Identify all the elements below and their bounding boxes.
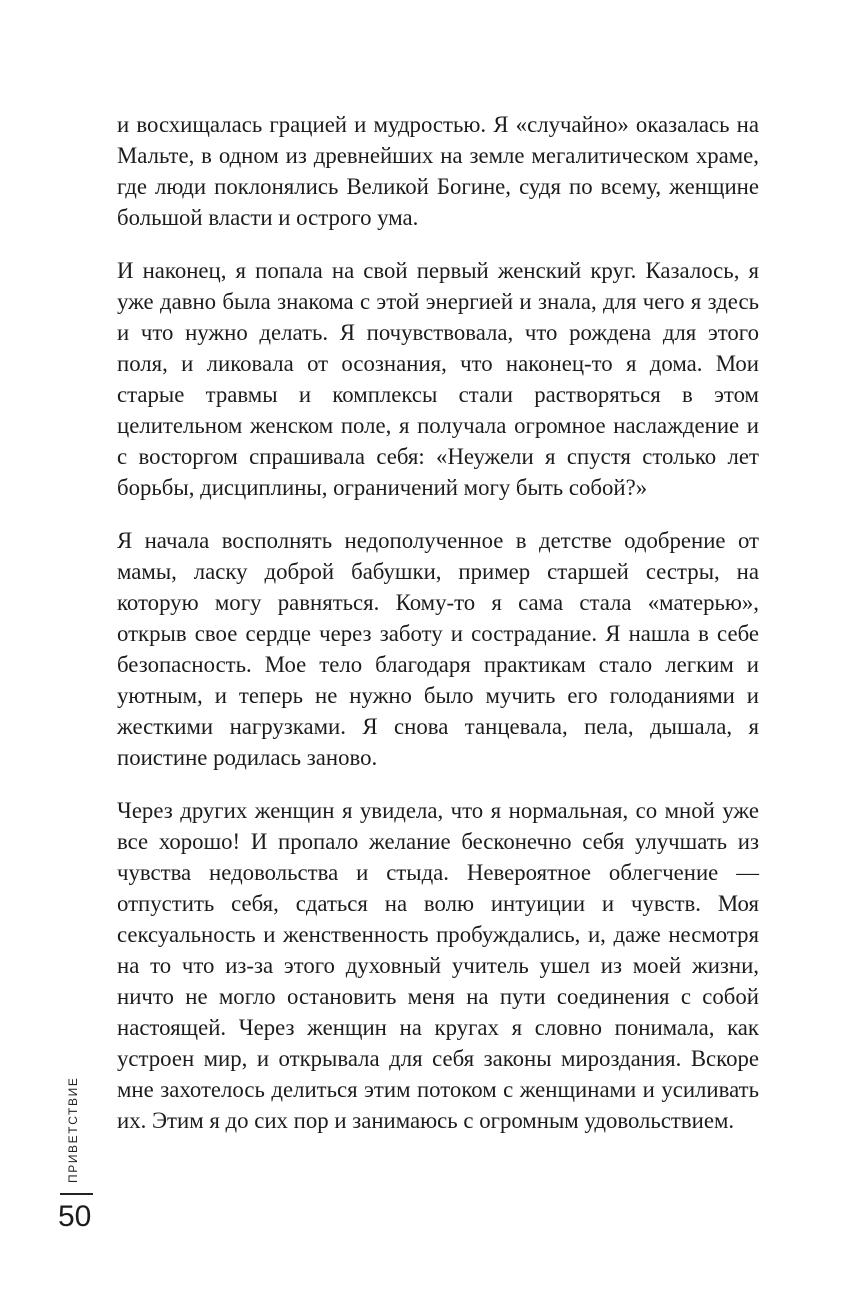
paragraph-1: и восхищалась грацией и мудростью. Я «случайно» оказалась на Мальте, в одном из древнейших на земле мегалитическом храме, где люди поклонялись Великой Богине, судя по всему, женщине большой власти и острого ума. xyxy=(117,112,759,230)
body-text xyxy=(117,109,759,1136)
running-head: ПРИВЕТСТВИЕ xyxy=(66,1076,80,1183)
page-number: 50 xyxy=(58,1200,92,1233)
paragraph-2: И наконец, я попала на свой первый женский круг. Казалось, я уже давно была знакома с этой энергией и знала, для чего я здесь и что нужно делать. Я почувствовала, что рождена для этого поля, и ликовала от осознания, что наконец-то я дома. Мои старые травмы и комплексы стали растворяться в этом целительном женском поле, я получала огромное наслаждение и с восторгом спрашивала себя: «Неужели я спустя столько лет борьбы, дисциплины, ограничений могу быть собой?» xyxy=(117,258,759,500)
paragraph-4: Через других женщин я увидела, что я нормальная, со мной уже все хорошо! И пропало желание бесконечно себя улучшать из чувства недовольства и стыда. Невероятное облегчение — отпустить себя, сдаться на волю интуиции и чувств. Моя сексуальность и женственность пробуждались, и, даже несмотря на то что из-за этого духовный учитель ушел из моей жизни, ничто не могло остановить меня на пути соединения с собой настоящей. Через женщин на кругах я словно понимала, как устроен мир, и открывала для себя законы мироздания. Вскоре мне захотелось делиться этим потоком с женщинами и усиливать их. Этим я до сих пор и занимаюсь с огромным удовольствием. xyxy=(117,798,759,1133)
folio-divider xyxy=(60,1193,93,1195)
paragraph-3: Я начала восполнять недополученное в детстве одобрение от мамы, ласку доброй бабушки, пример старшей сестры, на которую могу равняться. Кому-то я сама стала «матерью», открыв свое сердце через заботу и сострадание. Я нашла в себе безопасность. Мое тело благодаря практикам стало легким и уютным, и теперь не нужно было мучить его голоданиями и жесткими нагрузками. Я снова танцевала, пела, дышала, я поистине родилась заново. xyxy=(117,528,759,770)
